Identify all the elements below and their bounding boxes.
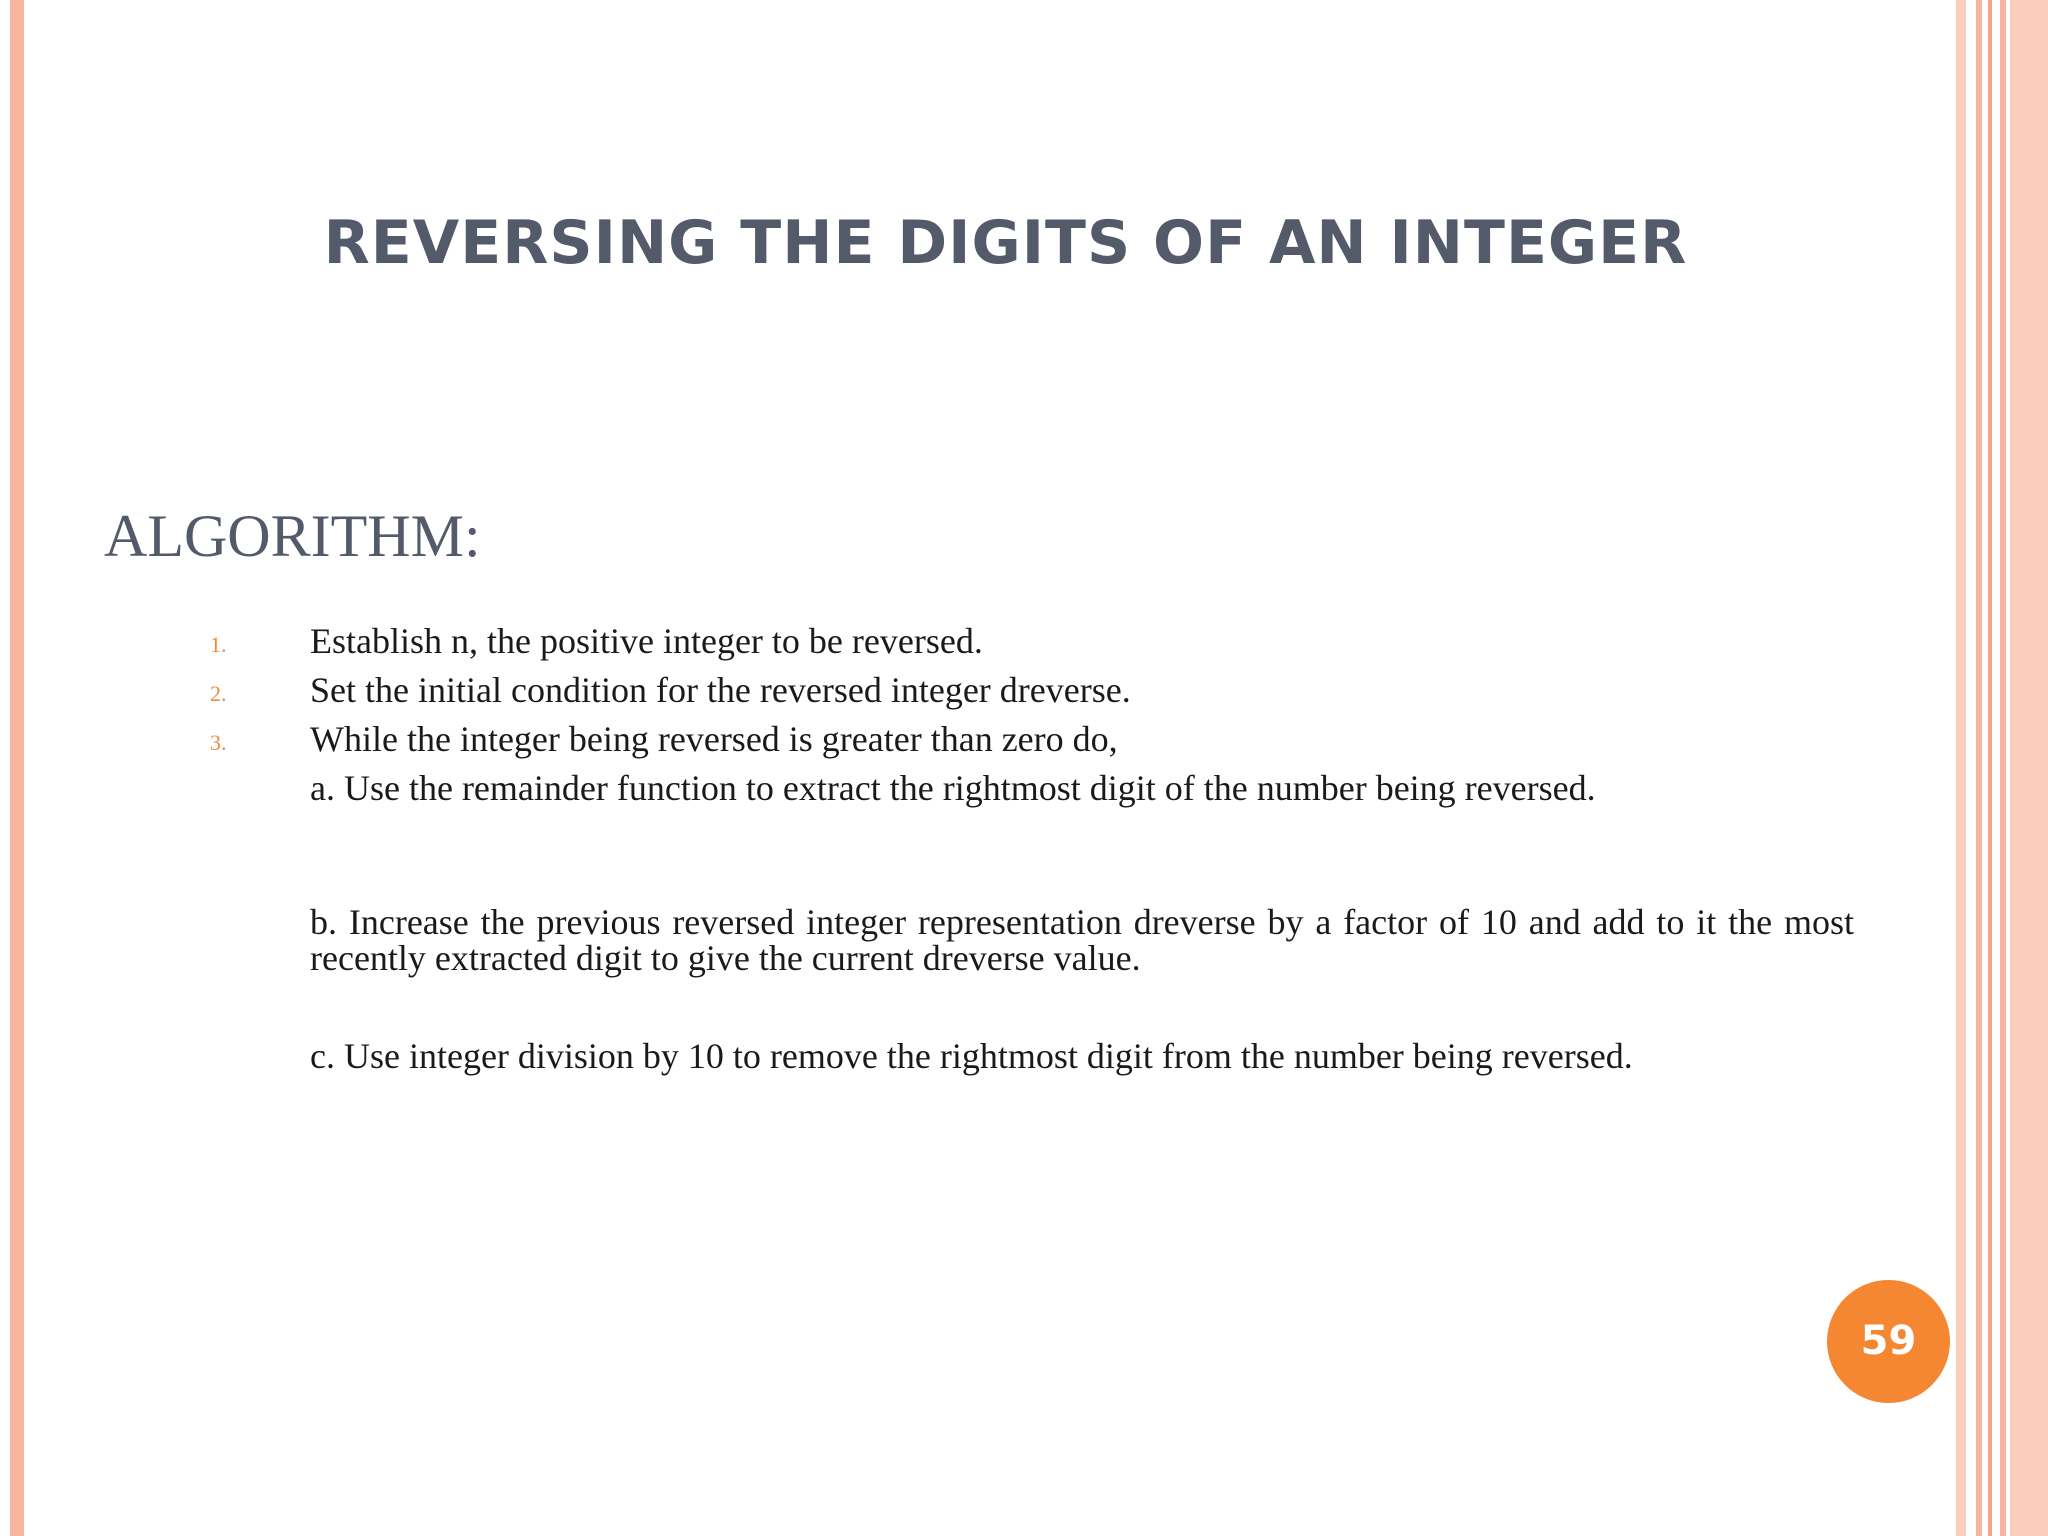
substep-b: b. Increase the previous reversed integer representation dreverse by a factor of 10 and add to it the most recently extracted digit to give the current dreverse value. — [310, 902, 1854, 978]
slide-title: REVERSING THE DIGITS OF AN INTEGER — [323, 208, 1688, 278]
page-number-badge: 59 — [1827, 1280, 1950, 1403]
step-number: 1. — [210, 632, 227, 657]
step-number: 3. — [210, 730, 227, 755]
step-number: 2. — [210, 681, 227, 706]
step-text: Set the initial condition for the reversed integer dreverse. — [310, 670, 1131, 710]
substep-a: a. Use the remainder function to extract the rightmost digit of the number being reversed. — [310, 768, 1596, 808]
right-border-stripe-5 — [2010, 0, 2048, 1536]
substep-c: c. Use integer division by 10 to remove the rightmost digit from the number being reversed. — [310, 1036, 1633, 1076]
section-heading: ALGORITHM: — [104, 503, 481, 569]
step-text: Establish n, the positive integer to be reversed. — [310, 621, 983, 661]
step-text: While the integer being reversed is greater than zero do, — [310, 719, 1118, 759]
